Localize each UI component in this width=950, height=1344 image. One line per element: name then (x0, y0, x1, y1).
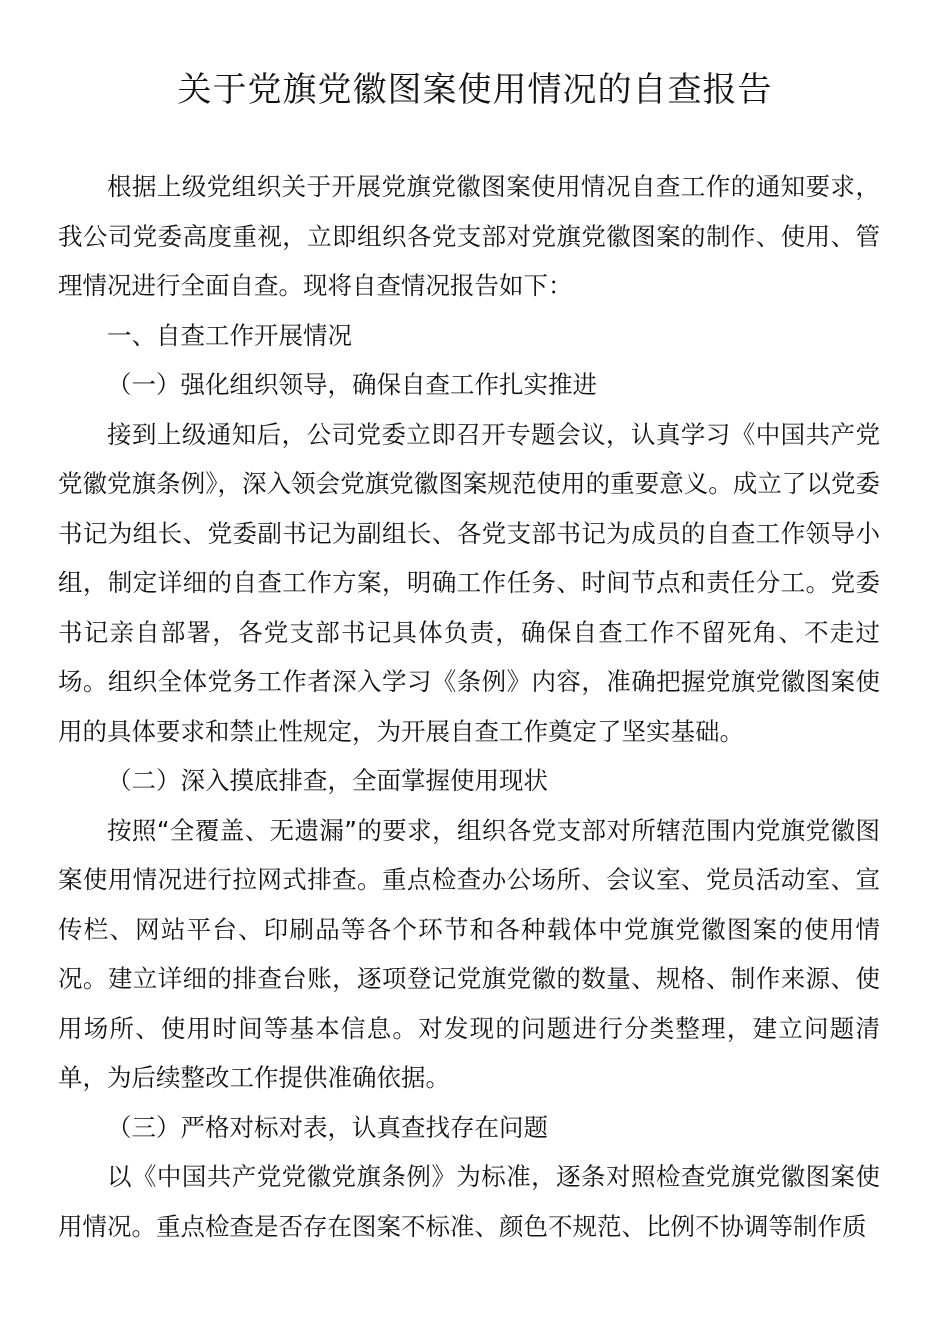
body-paragraph-3: 以《中国共产党党徽党旗条例》为标准，逐条对照检查党旗党徽图案使用情况。重点检查是否存在图案不标准、颜色不规范、比例不协调等制作质 (58, 1162, 880, 1241)
subsection-heading-1: （一）强化组织领导，确保自查工作扎实推进 (107, 370, 597, 399)
subsection-heading-2: （二）深入摸底排查，全面掌握使用现状 (107, 766, 548, 795)
intro-paragraph: 根据上级党组织关于开展党旗党徽图案使用情况自查工作的通知要求，我公司党委高度重视，立即组织各党支部对党旗党徽图案的制作、使用、管理情况进行全面自查。现将自查情况报告如下： (58, 172, 880, 300)
body-paragraph-2: 按照“全覆盖、无遗漏”的要求，组织各党支部对所辖范围内党旗党徽图案使用情况进行拉网式排查。重点检查办公场所、会议室、党员活动室、宣传栏、网站平台、印刷品等各个环节和各种载体中党旗党徽图案的使用情况。建立详细的排查台账，逐项登记党旗党徽的数量、规格、制作来源、使用场所、使用时间等基本信息。对发现的问题进行分类整理，建立问题清单，为后续整改工作提供准确依据。 (58, 815, 880, 1092)
body-paragraph-1: 接到上级通知后，公司党委立即召开专题会议，认真学习《中国共产党党徽党旗条例》，深入领会党旗党徽图案规范使用的重要意义。成立了以党委书记为组长、党委副书记为副组长、各党支部书记为成员的自查工作领导小组，制定详细的自查工作方案，明确工作任务、时间节点和责任分工。党委书记亲自部署，各党支部书记具体负责，确保自查工作不留死角、不走过场。组织全体党务工作者深入学习《条例》内容，准确把握党旗党徽图案使用的具体要求和禁止性规定，为开展自查工作奠定了坚实基础。 (58, 419, 880, 746)
subsection-heading-3: （三）严格对标对表，认真查找存在问题 (107, 1112, 548, 1142)
document-body (58, 162, 880, 1251)
document-title: 关于党旗党徽图案使用情况的自查报告 (177, 70, 773, 110)
section-heading-1: 一、自查工作开展情况 (107, 320, 352, 350)
